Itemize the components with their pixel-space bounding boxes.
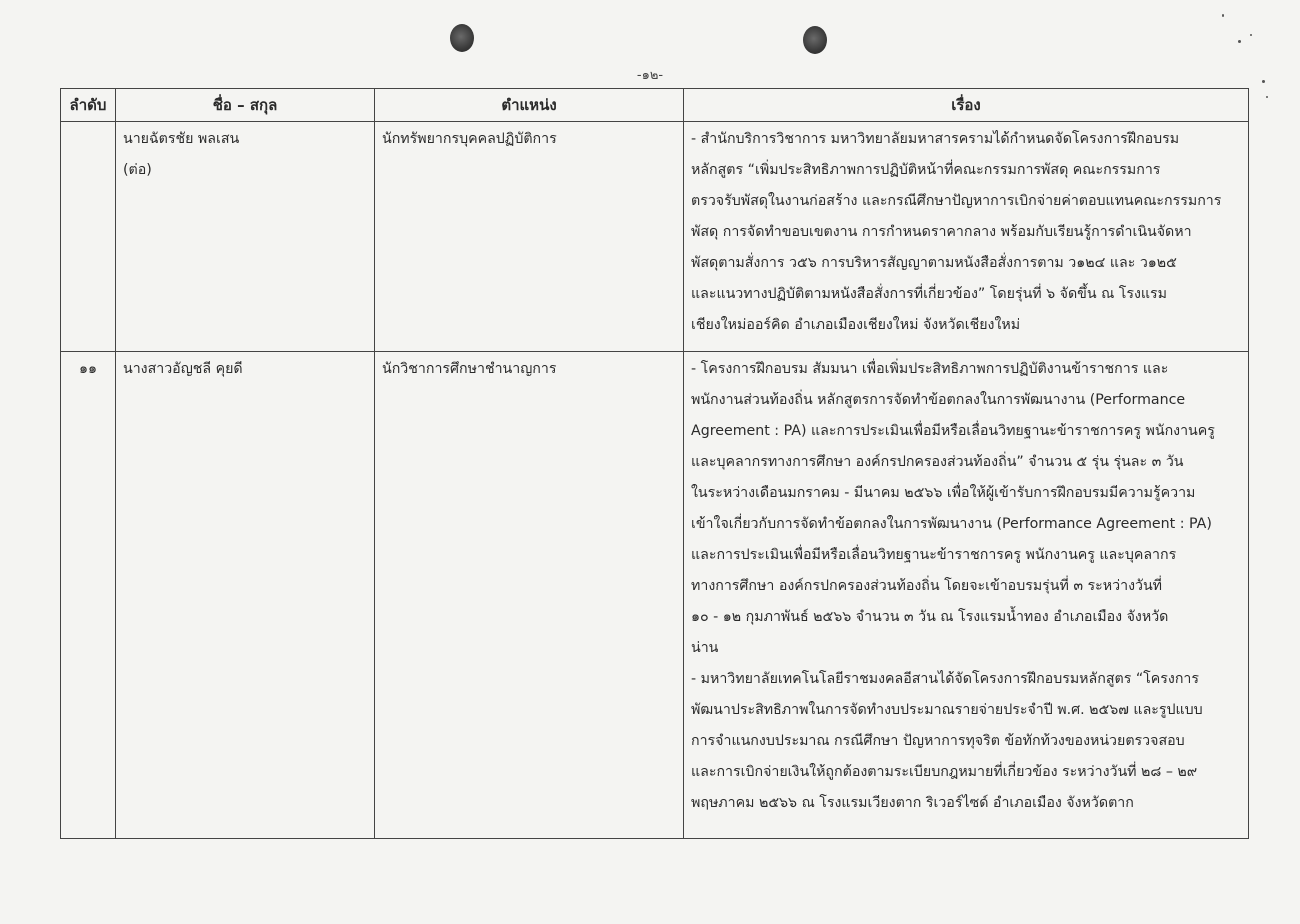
table-header-row [61,89,1249,122]
person-name [116,122,375,352]
topic-line: ในระหว่างเดือนมกราคม - มีนาคม ๒๕๖๖ เพื่อให้ผู้เข้ารับการฝึกอบรมมีความรู้ความ [691,485,1196,501]
topic-line: - โครงการฝึกอบรม สัมมนา เพื่อเพิ่มประสิทธิภาพการปฏิบัติงานข้าราชการ และ [691,361,1169,377]
header-name: ชื่อ – สกุล [116,89,375,122]
header-no: ลำดับ [61,89,116,122]
header-position: ตำแหน่ง [375,89,684,122]
topic-line: พัฒนาประสิทธิภาพในการจัดทำงบประมาณรายจ่ายประจำปี พ.ศ. ๒๕๖๗ และรูปแบบ [691,702,1203,718]
name-line: นายฉัตรชัย พลเสน [123,131,240,147]
name-line: (ต่อ) [123,162,152,178]
topic-line: หลักสูตร “เพิ่มประสิทธิภาพการปฏิบัติหน้าที่คณะกรรมการพัสดุ คณะกรรมการ [691,162,1161,178]
topic-line: เชียงใหม่ออร์คิด อำเภอเมืองเชียงใหม่ จังหวัดเชียงใหม่ [691,317,1021,333]
header-topic: เรื่อง [684,89,1249,122]
page-number: -๑๒- [636,68,664,83]
scan-speck [1250,34,1252,36]
topic-line: และแนวทางปฏิบัติตามหนังสือสั่งการที่เกี่ยวข้อง” โดยรุ่นที่ ๖ จัดขึ้น ณ โรงแรม [691,286,1168,302]
topic-line: และการประเมินเพื่อมีหรือเลื่อนวิทยฐานะข้าราชการครู พนักงานครู และบุคลากร [691,547,1177,563]
topic-line: ทางการศึกษา องค์กรปกครองส่วนท้องถิ่น โดยจะเข้าอบรมรุ่นที่ ๓ ระหว่างวันที่ [691,578,1163,594]
topic-line: พัสดุ การจัดทำขอบเขตงาน การกำหนดราคากลาง พร้อมกับเรียนรู้การดำเนินจัดหา [691,224,1192,240]
topic-line: - สำนักบริการวิชาการ มหาวิทยาลัยมหาสารครามได้กำหนดจัดโครงการฝึกอบรม [691,131,1180,147]
topic-line: พนักงานส่วนท้องถิ่น หลักสูตรการจัดทำข้อตกลงในการพัฒนางาน (Performance [691,392,1186,408]
topic-line: พฤษภาคม ๒๕๖๖ ณ โรงแรมเวียงตาก ริเวอร์ไซด์ อำเภอเมือง จังหวัดตาก [691,795,1134,811]
scan-speck [1266,96,1268,98]
table-row [61,352,1249,839]
table-row [61,122,1249,352]
topic-line: Agreement : PA) และการประเมินเพื่อมีหรือเลื่อนวิทยฐานะข้าราชการครู พนักงานครู [691,423,1215,439]
topic-line: น่าน [691,640,719,656]
position: นักวิชาการศึกษาชำนาญการ [375,352,684,839]
topic [684,122,1249,352]
punch-hole-left [450,24,474,52]
topic [684,352,1249,839]
report-table [60,88,1249,839]
topic-line: การจำแนกงบประมาณ กรณีศึกษา ปัญหาการทุจริต ข้อทักท้วงของหน่วยตรวจสอบ [691,733,1185,749]
topic-line: เข้าใจเกี่ยวกับการจัดทำข้อตกลงในการพัฒนางาน (Performance Agreement : PA) [691,516,1212,532]
punch-hole-right [803,26,827,54]
topic-line: ตรวจรับพัสดุในงานก่อสร้าง และกรณีศึกษาปัญหาการเบิกจ่ายค่าตอบแทนคณะกรรมการ [691,193,1222,209]
scan-speck [1238,40,1241,43]
topic-line: ๑๐ - ๑๒ กุมภาพันธ์ ๒๕๖๖ จำนวน ๓ วัน ณ โรงแรมน้ำทอง อำเภอเมือง จังหวัด [691,609,1169,625]
row-number: ๑๑ [61,352,116,839]
person-name [116,352,375,839]
scan-speck [1222,14,1224,17]
topic-line: พัสดุตามสั่งการ ว๕๖ การบริหารสัญญาตามหนังสือสั่งการตาม ว๑๒๔ และ ว๑๒๕ [691,255,1177,271]
topic-line: และการเบิกจ่ายเงินให้ถูกต้องตามระเบียบกฎหมายที่เกี่ยวข้อง ระหว่างวันที่ ๒๘ – ๒๙ [691,764,1198,780]
topic-line: - มหาวิทยาลัยเทคโนโลยีราชมงคลอีสานได้จัดโครงการฝึกอบรมหลักสูตร “โครงการ [691,671,1200,687]
name-line: นางสาวอัญชลี คุยดี [123,361,243,377]
row-number [61,122,116,352]
topic-line: และบุคลากรทางการศึกษา องค์กรปกครองส่วนท้องถิ่น” จำนวน ๕ รุ่น รุ่นละ ๓ วัน [691,454,1184,470]
position: นักทรัพยากรบุคคลปฏิบัติการ [375,122,684,352]
